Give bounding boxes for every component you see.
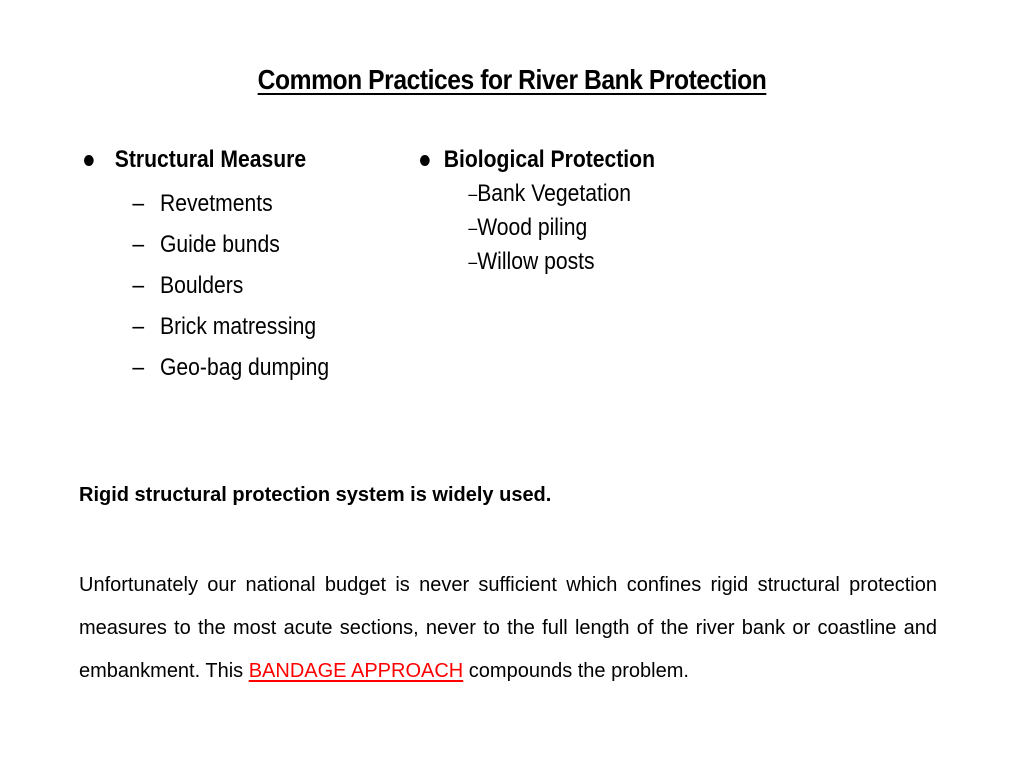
- bullet-icon: [420, 155, 430, 166]
- structural-measure-column: [84, 143, 329, 388]
- dash-icon: –: [132, 189, 145, 217]
- list-item: [84, 265, 329, 306]
- dash-icon: –: [132, 271, 145, 299]
- dash-icon: –: [132, 353, 145, 381]
- slide-title-text: Common Practices for River Bank Protection: [257, 64, 767, 95]
- rigid-statement: Rigid structural protection system is widely used.: [79, 484, 552, 506]
- paragraph-text-after: compounds the problem.: [463, 660, 689, 682]
- bullet-icon: [84, 155, 94, 166]
- paragraph-text-before: Unfortunately our national budget is never sufficient which confines rigid structural protection measures to the most acute sections, never to the full length of the river bank or coastline and embankment. This: [79, 574, 937, 682]
- list-item: [84, 224, 329, 265]
- dash-icon: –: [132, 312, 145, 340]
- dash-icon: –: [132, 230, 145, 258]
- biological-protection-heading-row: [420, 143, 655, 177]
- biological-protection-column: [420, 143, 655, 279]
- list-item-label: Revetments: [159, 189, 273, 217]
- list-item: [420, 177, 655, 211]
- list-item-label: Geo-bag dumping: [159, 353, 330, 381]
- list-item: [84, 183, 329, 224]
- list-item-label: Brick matressing: [159, 312, 317, 340]
- dash-icon: –: [468, 251, 478, 272]
- list-item-label: Bank Vegetation: [477, 180, 632, 207]
- list-item-label: Wood piling: [477, 214, 588, 241]
- slide-title: [61, 64, 962, 96]
- list-item-label: Boulders: [159, 271, 244, 299]
- budget-paragraph: [79, 564, 937, 693]
- bandage-approach-link[interactable]: BANDAGE APPROACH: [248, 660, 464, 682]
- dash-icon: –: [468, 217, 478, 238]
- list-item: [84, 306, 329, 347]
- list-item-label: Guide bunds: [159, 230, 280, 258]
- list-item: [420, 211, 655, 245]
- biological-protection-list: [420, 177, 655, 279]
- biological-protection-heading: Biological Protection: [443, 146, 655, 173]
- dash-icon: –: [468, 183, 478, 204]
- structural-measure-heading-row: [84, 143, 329, 177]
- list-item: [420, 245, 655, 279]
- structural-measure-list: [84, 183, 329, 388]
- list-item: [84, 347, 329, 388]
- list-item-label: Willow posts: [477, 248, 595, 275]
- structural-measure-heading: Structural Measure: [114, 146, 307, 173]
